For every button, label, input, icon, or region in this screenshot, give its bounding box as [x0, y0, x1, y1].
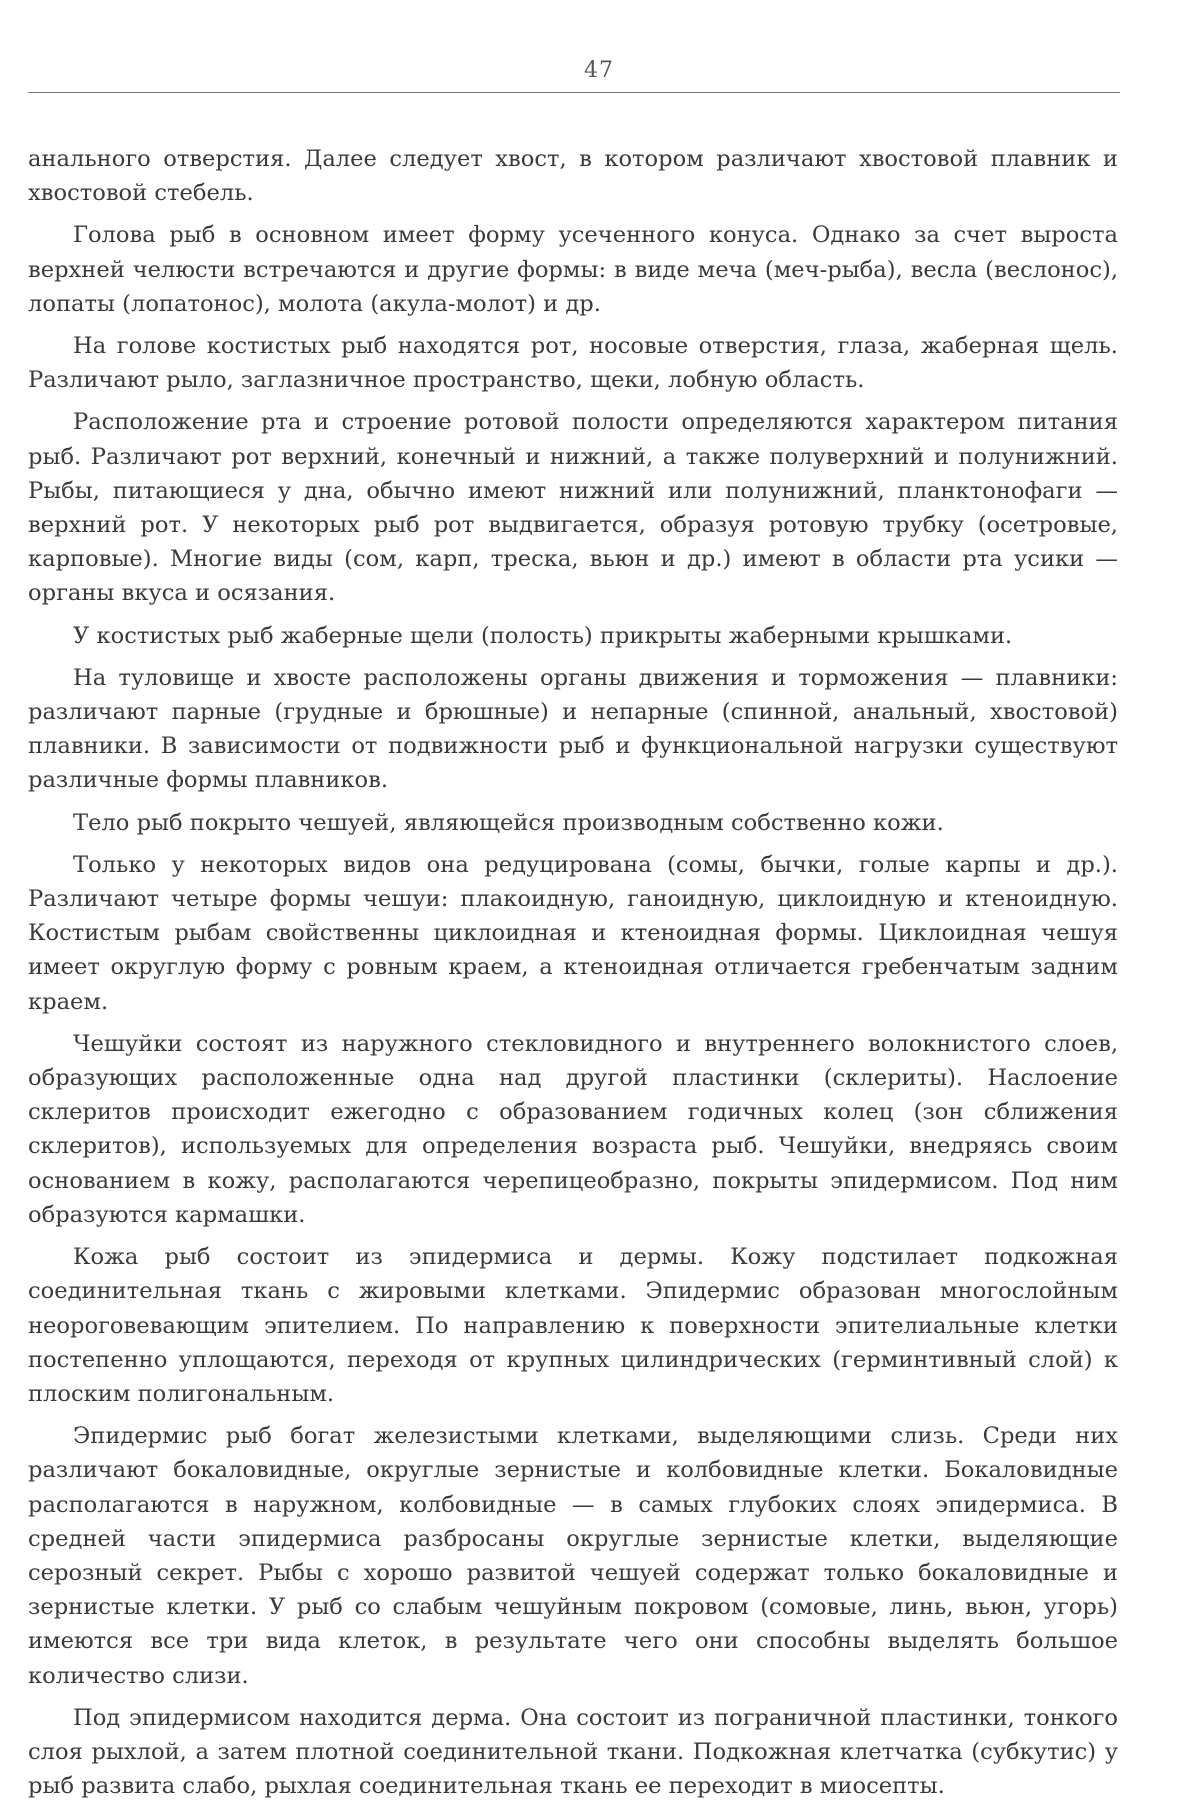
paragraph-11: Эпидермис рыб богат железистыми клетками, выделяющими слизь. Среди них различают бокаловидные, округлые зернистые и колбовидные клетки. Бокаловидные располагаются в наружном, колбовидные — в самых глубоких слоях эпидермиса. В средней части эпидермиса разбросаны округлые зернистые клетки, выделяющие серозный секрет. Рыбы с хорошо развитой чешуей содержат только бокаловидные и зернистые клетки. У рыб со слабым чешуйным покровом (сомовые, линь, вьюн, угорь) имеются все три вида клеток, в результате чего они способны выделять большое количество слизи. [28, 1423, 1118, 1689]
page-number: 47 [584, 58, 614, 83]
paragraph-12: Под эпидермисом находится дерма. Она состоит из пограничной пластинки, тонкого слоя рыхлой, а затем плотной соединительной ткани. Подкожная клетчатка (субкутис) у рыб развита слабо, рыхлая соединительная ткань ее переходит в миосепты. [28, 1704, 1118, 1800]
paragraph-10: Кожа рыб состоит из эпидермиса и дермы. Кожу подстилает подкожная соединительная ткань с жировыми клетками. Эпидермис образован многослойным неороговевающим эпителием. По направлению к поверхности эпителиальные клетки постепенно уплощаются, переходя от крупных цилиндрических (герминтивный слой) к плоским полигональным. [28, 1244, 1118, 1407]
paragraph-8: Только у некоторых видов она редуцирована (сомы, бычки, голые карпы и др.). Различают четыре формы чешуи: плакоидную, ганоидную, циклоидную и ктеноидную. Костистым рыбам свойственны циклоидная и ктеноидная формы. Циклоидная чешуя имеет округлую форму с ровным краем, а ктеноидная отличается гребенчатым задним краем. [28, 851, 1118, 1015]
paragraph-4: Расположение рта и строение ротовой полости определяются характером питания рыб. Различают рот верхний, конечный и нижний, а также полуверхний и полунижний. Рыбы, питающиеся у дна, обычно имеют нижний или полунижний, планктонофаги — верхний рот. У некоторых рыб рот выдвигается, образуя ротовую трубку (осетровые, карповые). Многие виды (сом, карп, треска, вьюн и др.) имеют в области рта усики — органы вкуса и осязания. [28, 409, 1118, 607]
body-text [28, 142, 1118, 1811]
paragraph-7: Тело рыб покрыто чешуей, являющейся производным собственно кожи. [73, 809, 944, 836]
paragraph-5: У костистых рыб жаберные щели (полость) прикрыты жаберными крышками. [73, 622, 1013, 649]
paragraph-6: На туловище и хвосте расположены органы движения и торможения — плавники: различают парные (грудные и брюшные) и непарные (спинной, анальный, хвостовой) плавники. В зависимости от подвижности рыб и функциональной нагрузки существуют различные формы плавников. [28, 664, 1118, 794]
paragraph-3: На голове костистых рыб находятся рот, носовые отверстия, глаза, жаберная щель. Различают рыло, заглазничное пространство, щеки, лобную область. [28, 333, 1118, 394]
paragraph-2: Голова рыб в основном имеет форму усеченного конуса. Однако за счет выроста верхней челюсти встречаются и другие формы: в виде меча (меч-рыба), весла (веслонос), лопаты (лопатонос), молота (акула-молот) и др. [28, 222, 1118, 317]
paragraph-1: анального отверстия. Далее следует хвост, в котором различают хвостовой плавник и хвостовой стебель. [28, 146, 1118, 207]
paragraph-9: Чешуйки состоят из наружного стекловидного и внутреннего волокнистого слоев, образующих расположенные одна над другой пластинки (склериты). Наслоение склеритов происходит ежегодно с образованием годичных колец (зон сближения склеритов), используемых для определения возраста рыб. Чешуйки, внедряясь своим основанием в кожу, располагаются черепицеобразно, покрыты эпидермисом. Под ним образуются кармашки. [28, 1030, 1118, 1228]
header-rule [28, 92, 1120, 93]
